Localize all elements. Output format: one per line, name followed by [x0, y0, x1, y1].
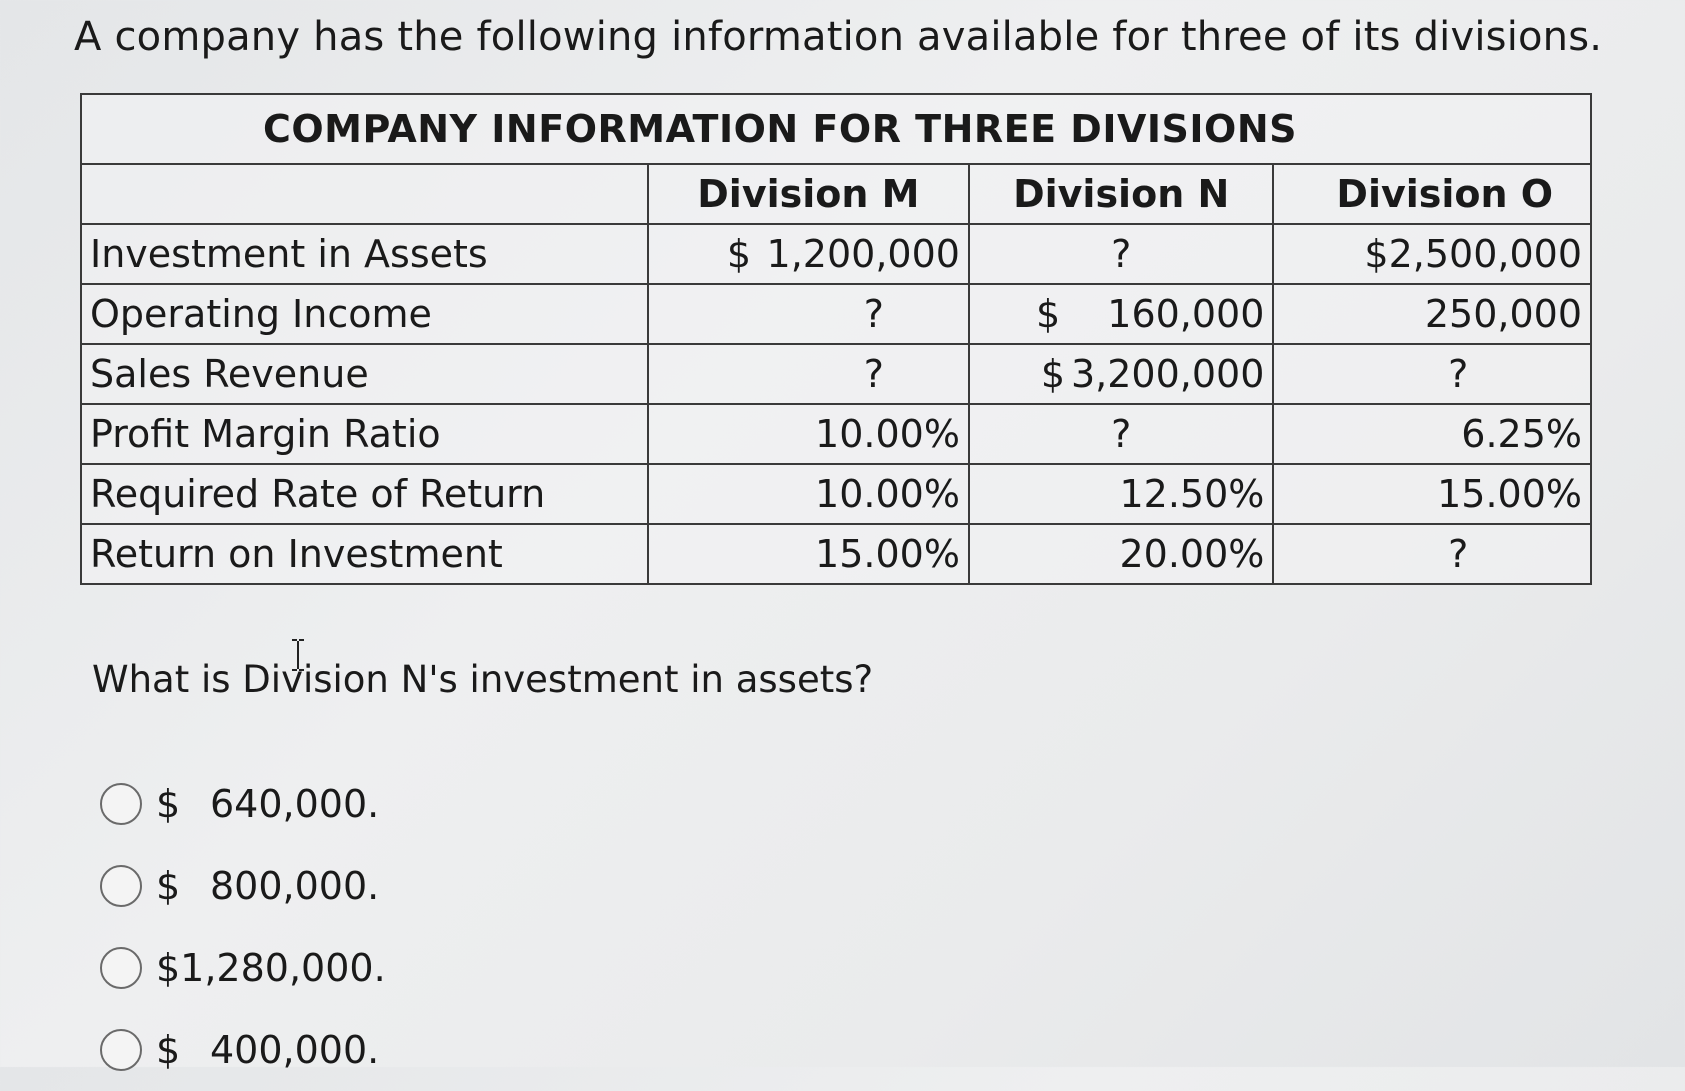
table-row: [81, 524, 1591, 584]
row-label: Profit Margin Ratio: [81, 404, 648, 464]
row-label: Return on Investment: [81, 524, 648, 584]
answer-option-3[interactable]: [100, 927, 386, 1009]
money-value: [657, 232, 960, 276]
money-value: [978, 292, 1264, 336]
money-value: [978, 352, 1264, 396]
table-row: [81, 224, 1591, 284]
answer-options: [100, 763, 386, 1091]
intro-text: A company has the following information available for three of its divisions.: [74, 14, 1603, 60]
table-row: [81, 284, 1591, 344]
row-label: Operating Income: [81, 284, 648, 344]
option-label: [156, 946, 386, 990]
table-header-row: [81, 164, 1591, 224]
cell-division-n: 12.50%: [969, 464, 1273, 524]
option-amount: 400,000.: [210, 1028, 380, 1072]
cell-division-m: ?: [648, 344, 969, 404]
option-label: [156, 1028, 379, 1072]
cell-division-m: 15.00%: [648, 524, 969, 584]
answer-option-1[interactable]: [100, 763, 386, 845]
dollar-sign: $: [1040, 352, 1065, 396]
radio-button[interactable]: [100, 947, 142, 989]
answer-option-4[interactable]: [100, 1009, 386, 1091]
row-label: Sales Revenue: [81, 344, 648, 404]
cell-division-n: ?: [969, 404, 1273, 464]
cell-division-m: 10.00%: [648, 404, 969, 464]
cell-division-o: ?: [1273, 344, 1591, 404]
cell-division-m: 10.00%: [648, 464, 969, 524]
division-info-table: [80, 93, 1592, 585]
radio-button[interactable]: [100, 783, 142, 825]
header-division-n: Division N: [969, 164, 1273, 224]
cell-division-n: [969, 284, 1273, 344]
dollar-sign: $: [1364, 232, 1389, 276]
header-division-o: Division O: [1273, 164, 1591, 224]
answer-option-2[interactable]: [100, 845, 386, 927]
radio-button[interactable]: [100, 865, 142, 907]
dollar-sign: $: [726, 232, 751, 276]
text-cursor-icon: [289, 638, 307, 672]
option-dollar: $: [156, 782, 181, 826]
question-text: What is Division N's investment in assets?: [92, 658, 874, 701]
table-row: [81, 344, 1591, 404]
option-amount: 800,000.: [210, 864, 380, 908]
option-dollar: $: [156, 864, 181, 908]
option-label: [156, 782, 379, 826]
header-empty-cell: [81, 164, 648, 224]
cell-division-m: [648, 224, 969, 284]
cell-division-n: 20.00%: [969, 524, 1273, 584]
table-row: [81, 404, 1591, 464]
cell-division-o: ?: [1273, 524, 1591, 584]
cell-division-o: 15.00%: [1273, 464, 1591, 524]
money-value: [1282, 232, 1582, 276]
amount: 2,500,000: [1388, 232, 1582, 276]
cell-division-o: 6.25%: [1273, 404, 1591, 464]
row-label: Investment in Assets: [81, 224, 648, 284]
option-dollar: $: [156, 1028, 181, 1072]
table-title-row: [81, 94, 1591, 164]
amount: 3,200,000: [1071, 352, 1265, 396]
option-amount: $1,280,000.: [156, 946, 386, 990]
table-row: [81, 464, 1591, 524]
header-division-m: Division M: [648, 164, 969, 224]
amount: 1,200,000: [766, 232, 960, 276]
cell-division-o: 250,000: [1273, 284, 1591, 344]
option-amount: 640,000.: [210, 782, 380, 826]
option-label: [156, 864, 379, 908]
cell-division-n: ?: [969, 224, 1273, 284]
cell-division-o: [1273, 224, 1591, 284]
dollar-sign: $: [1035, 292, 1061, 336]
cell-division-n: [969, 344, 1273, 404]
row-label: Required Rate of Return: [81, 464, 648, 524]
amount: 160,000: [1107, 292, 1265, 336]
table-title: COMPANY INFORMATION FOR THREE DIVISIONS: [81, 94, 1591, 164]
cell-division-m: ?: [648, 284, 969, 344]
radio-button[interactable]: [100, 1029, 142, 1071]
